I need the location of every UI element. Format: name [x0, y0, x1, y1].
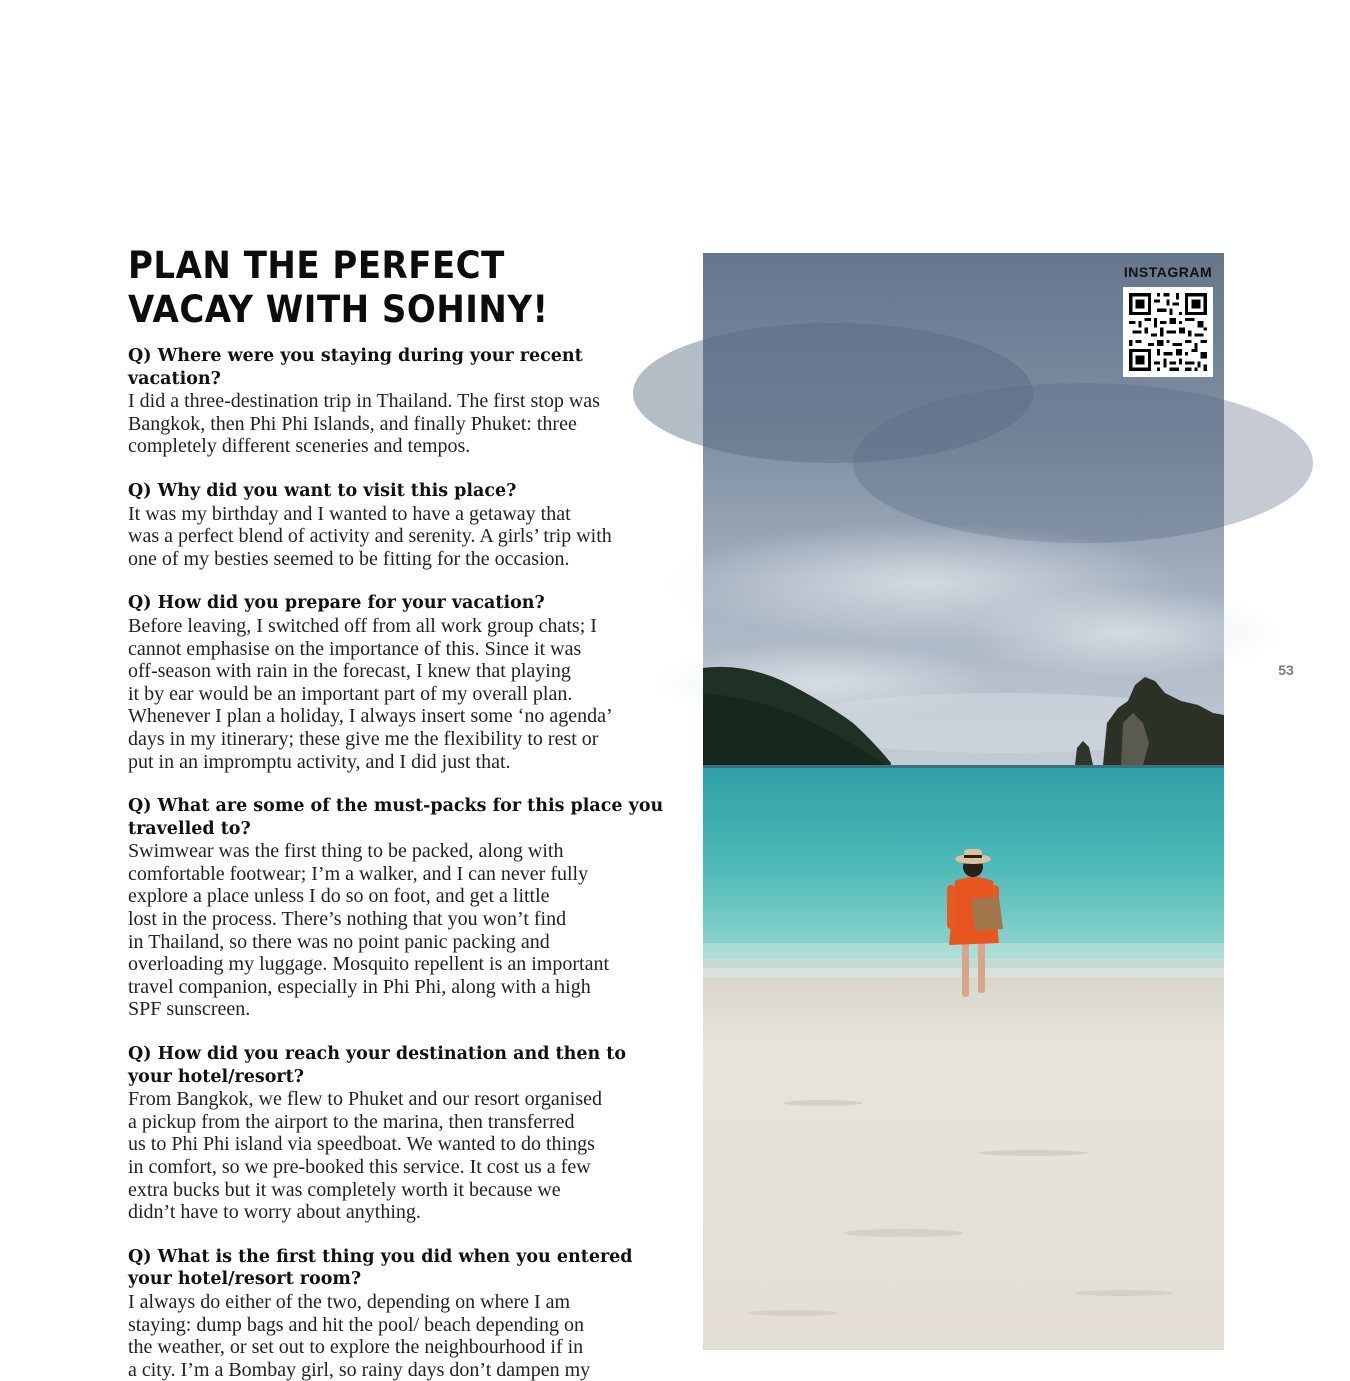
- answer-line: staying: dump bags and hit the pool/ beach depending on: [128, 1313, 585, 1336]
- answer-line: overloading my luggage. Mosquito repellent is an important: [128, 953, 610, 976]
- answer-line: lost in the process. There’s nothing that you won’t find: [128, 908, 567, 931]
- answer: [128, 615, 668, 773]
- answer-line: a city. I’m a Bombay girl, so rainy days don’t dampen my: [128, 1358, 591, 1381]
- answer-line: us to Phi Phi island via speedboat. We wanted to do things: [128, 1133, 595, 1156]
- answer: [128, 840, 668, 1021]
- answer-line: comfortable footwear; I’m a walker, and I can never fully: [128, 862, 589, 885]
- qa-item: [128, 480, 668, 570]
- qa-item: [128, 592, 668, 773]
- answer-line: one of my besties seemed to be fitting for the occasion.: [128, 547, 570, 570]
- answer-line: the weather, or set out to explore the neighbourhood if in: [128, 1336, 584, 1359]
- qa-item: [128, 345, 668, 458]
- answer-line: Before leaving, I switched off from all work group chats; I: [128, 614, 597, 637]
- answer-line: It was my birthday and I wanted to have a getaway that: [128, 502, 571, 525]
- article-title-line-2: VACAY WITH SOHINY!: [128, 288, 549, 332]
- answer-line: completely different sceneries and tempos.: [128, 435, 471, 458]
- question: Q) Where were you staying during your recent vacation?: [128, 346, 583, 389]
- answer-line: was a perfect blend of activity and serenity. A girls’ trip with: [128, 525, 612, 548]
- qa-column: [128, 345, 668, 1381]
- article-title-line-1: PLAN THE PERFECT: [128, 244, 505, 288]
- answer-line: From Bangkok, we flew to Phuket and our resort organised: [128, 1088, 602, 1111]
- question: Q) Why did you want to visit this place?: [128, 480, 517, 501]
- answer: [128, 1088, 668, 1224]
- answer-line: travel companion, especially in Phi Phi, along with a high: [128, 975, 591, 998]
- question: Q) How did you reach your destination and then to your hotel/resort?: [128, 1044, 627, 1087]
- question: Q) What is the first thing you did when you entered your hotel/resort room?: [128, 1246, 633, 1290]
- qa-item: [128, 795, 668, 1021]
- article-title: [128, 244, 648, 332]
- answer: [128, 503, 668, 571]
- beach-photo: [703, 253, 1224, 1350]
- answer-line: cannot emphasise on the importance of this. Since it was: [128, 637, 582, 660]
- answer-line: I did a three-destination trip in Thailand. The first stop was: [128, 390, 600, 413]
- question: Q) How did you prepare for your vacation?: [128, 593, 545, 614]
- answer-line: extra bucks but it was completely worth it because we: [128, 1178, 561, 1201]
- answer-line: SPF sunscreen.: [128, 998, 251, 1021]
- answer-line: put in an impromptu activity, and I did just that.: [128, 750, 511, 773]
- answer-line: in comfort, so we pre-booked this service. It cost us a few: [128, 1156, 591, 1178]
- answer-line: days in my itinerary; these give me the flexibility to rest or: [128, 727, 599, 750]
- answer-line: it by ear would be an important part of my overall plan.: [128, 682, 573, 705]
- qa-item: [128, 1043, 668, 1224]
- answer-line: off-season with rain in the forecast, I knew that playing: [128, 660, 571, 683]
- page-number: 53: [1278, 662, 1294, 678]
- answer: [128, 1291, 668, 1381]
- answer-line: in Thailand, so there was no point panic packing and: [128, 930, 550, 953]
- answer-line: I always do either of the two, depending on where I am: [128, 1290, 571, 1313]
- instagram-label: INSTAGRAM: [1123, 264, 1213, 280]
- answer: [128, 390, 668, 458]
- answer-line: Swimwear was the first thing to be packed, along with: [128, 840, 564, 863]
- question: Q) What are some of the must-packs for this place you travelled to?: [128, 796, 664, 839]
- answer-line: Bangkok, then Phi Phi Islands, and finally Phuket: three: [128, 412, 577, 435]
- answer-line: explore a place unless I do so on foot, and get a little: [128, 885, 550, 908]
- answer-line: a pickup from the airport to the marina, then transferred: [128, 1110, 575, 1133]
- answer-line: Whenever I plan a holiday, I always insert some ‘no agenda’: [128, 705, 613, 728]
- qa-item: [128, 1246, 668, 1381]
- answer-line: didn’t have to worry about anything.: [128, 1201, 421, 1224]
- qr-code-icon[interactable]: [1123, 287, 1213, 377]
